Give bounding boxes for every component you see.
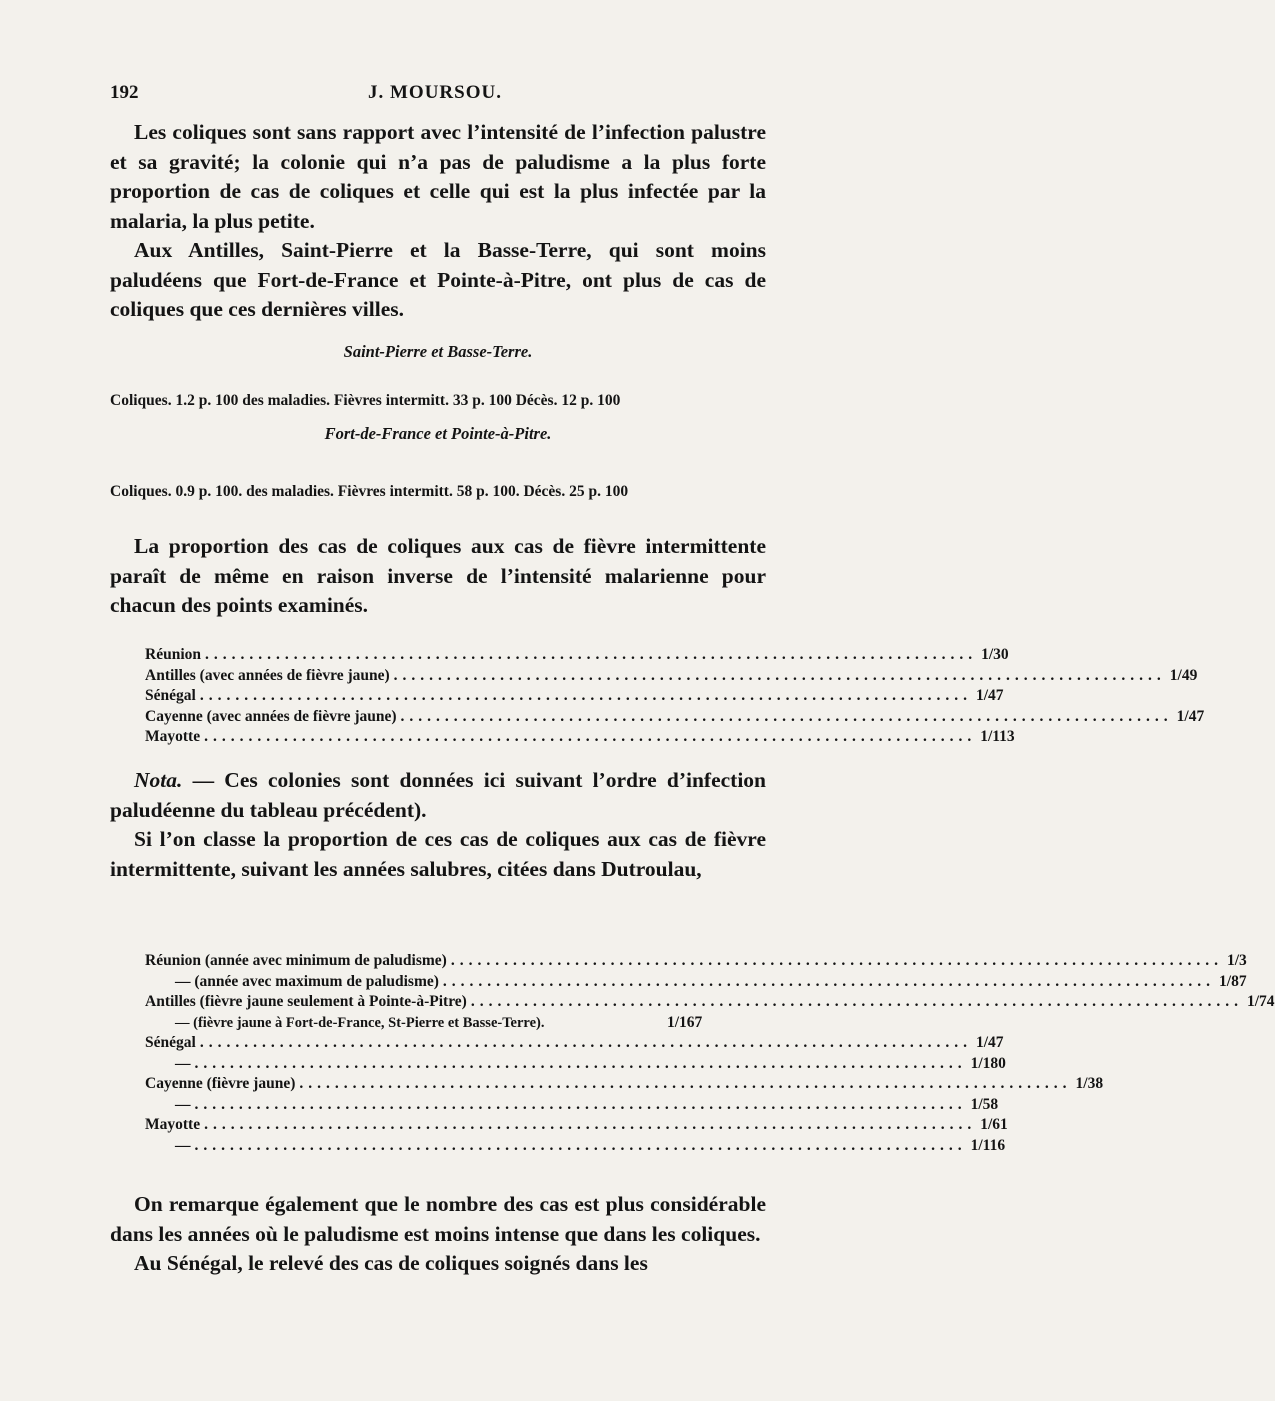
- row-label: Mayotte: [145, 1116, 201, 1133]
- caption-fort-de-france: Fort-de-France et Pointe-à-Pitre.: [324, 424, 552, 443]
- table-row: [145, 707, 1205, 729]
- table-row: [145, 1034, 1004, 1055]
- dot-leader: .......................................................................................: [194, 1054, 967, 1072]
- table-row: [145, 728, 1015, 749]
- dot-leader: .......................................................................................: [393, 666, 1166, 684]
- dot-leader: .......................................................................................: [400, 707, 1173, 725]
- table-row: [145, 1095, 999, 1117]
- page-header: [110, 82, 760, 106]
- row-label: — (fièvre jaune à Fort-de-France, St-Pierre et Basse-Terre).: [175, 1014, 545, 1031]
- row-label: — (année avec maximum de paludisme): [175, 972, 439, 990]
- nota-paragraph: [110, 766, 766, 825]
- table-row: [145, 1054, 1006, 1076]
- dot-leader: .......................................................................................: [442, 972, 1216, 990]
- dot-leader: .......................................................................................: [199, 687, 972, 704]
- row-label: Réunion (année avec minimum de paludisme): [145, 952, 447, 969]
- row-label: Mayotte: [145, 728, 201, 745]
- paragraph-5: On remarque également que le nombre des cas est plus considérable dans les années où le paludisme est moins intense que dans les coliques.: [110, 1192, 766, 1246]
- table-row: [145, 1014, 711, 1035]
- stat-line-fort-de-france: Coliques. 0.9 p. 100. des maladies. Fièvres intermitt. 58 p. 100. Décès. 25 p. 100: [110, 483, 629, 500]
- row-label: Antilles (fièvre jaune seulement à Pointe-à-Pitre): [145, 993, 467, 1010]
- dot-leader: .......................................................................................: [194, 1095, 967, 1113]
- row-label: Cayenne (avec années de fièvre jaune): [145, 707, 397, 725]
- dot-leader: .......................................................................................: [299, 1075, 1072, 1092]
- table-row: [145, 993, 1275, 1014]
- table-row: [145, 666, 1198, 688]
- row-value: 1/49: [1169, 666, 1198, 684]
- paragraph-block-3: [110, 532, 766, 621]
- paragraph-1: Les coliques sont sans rapport avec l’intensité de l’infection palustre et sa gravité; la colonie qui n’a pas de paludisme a la plus forte proportion de cas de coliques et celle qui est la plus infectée par la malaria, la plus petite.: [110, 120, 766, 233]
- table-row: [145, 1075, 1104, 1096]
- row-value: 1/180: [970, 1054, 1006, 1072]
- row-label: —: [175, 1054, 191, 1072]
- row-value: 1/74: [1246, 993, 1275, 1010]
- row-value: 1/3: [1226, 952, 1247, 969]
- row-label: Sénégal: [145, 687, 196, 704]
- paragraph-3: La proportion des cas de coliques aux cas de fièvre intermittente paraît de même en raison inverse de l’intensité malarienne pour chacun des points examinés.: [110, 534, 766, 617]
- table-row: [145, 952, 1247, 973]
- dot-leader: .......................................................................................: [194, 1136, 967, 1154]
- table-row: [145, 646, 1009, 667]
- paragraph-4: Si l’on classe la proportion de ces cas de coliques aux cas de fièvre intermittente, suivant les années salubres, citées dans Dutroulau,: [110, 827, 766, 881]
- dot-leader: .......................................................................................: [199, 1034, 972, 1051]
- row-value: 1/47: [975, 687, 1004, 704]
- paragraph-2: Aux Antilles, Saint-Pierre et la Basse-Terre, qui sont moins paludéens que Fort-de-France et Pointe-à-Pitre, ont plus de cas de coliques que ces dernières villes.: [110, 238, 766, 321]
- row-value: 1/38: [1075, 1075, 1104, 1092]
- row-value: 1/113: [980, 728, 1015, 745]
- row-label: —: [175, 1095, 191, 1113]
- paragraph-block-nota: [110, 766, 766, 884]
- table-row: [145, 1116, 1008, 1137]
- row-value: 1/47: [975, 1034, 1004, 1051]
- row-value: 1/47: [1176, 707, 1205, 725]
- table-row: [145, 687, 1004, 708]
- stat-line-saint-pierre: Coliques. 1.2 p. 100 des maladies. Fièvres intermitt. 33 p. 100 Décès. 12 p. 100: [110, 392, 621, 409]
- row-label: Cayenne (fièvre jaune): [145, 1075, 296, 1092]
- table-row: [145, 972, 1247, 994]
- row-label: Réunion: [145, 646, 201, 663]
- running-title: J. MOURSOU.: [368, 82, 502, 103]
- row-value: 1/58: [970, 1095, 999, 1113]
- nota-label: Nota.: [134, 768, 183, 792]
- proportion-table-2: [145, 952, 1275, 1157]
- table-row: [145, 1136, 1006, 1158]
- row-value: 1/61: [980, 1116, 1008, 1133]
- dot-leader: .......................................................................................: [204, 1116, 977, 1133]
- dot-leader: .......................................................................................: [450, 952, 1223, 969]
- dot-leader: .......................................................................................: [205, 646, 978, 663]
- row-label: —: [175, 1136, 191, 1154]
- row-value: 1/116: [970, 1136, 1006, 1154]
- proportion-table-1: [145, 646, 1205, 749]
- dot-leader: .......................................................................................: [204, 728, 977, 745]
- row-value: 1/87: [1219, 972, 1247, 990]
- paragraph-block-1: [110, 118, 766, 325]
- paragraph-block-5: [110, 1190, 766, 1279]
- row-value: 1/30: [981, 646, 1009, 663]
- paragraph-6: Au Sénégal, le relevé des cas de coliques soignés dans les: [134, 1251, 648, 1275]
- dot-leader: .......................................................................................: [470, 993, 1243, 1010]
- row-label: Sénégal: [145, 1034, 196, 1051]
- nota-text: — Ces colonies sont données ici suivant l’ordre d’infection paludéenne du tableau précédent).: [110, 768, 766, 822]
- page-number: 192: [110, 82, 139, 103]
- caption-saint-pierre: Saint-Pierre et Basse-Terre.: [343, 342, 533, 361]
- row-label: Antilles (avec années de fièvre jaune): [145, 666, 390, 684]
- row-value: 1/167: [667, 1013, 703, 1031]
